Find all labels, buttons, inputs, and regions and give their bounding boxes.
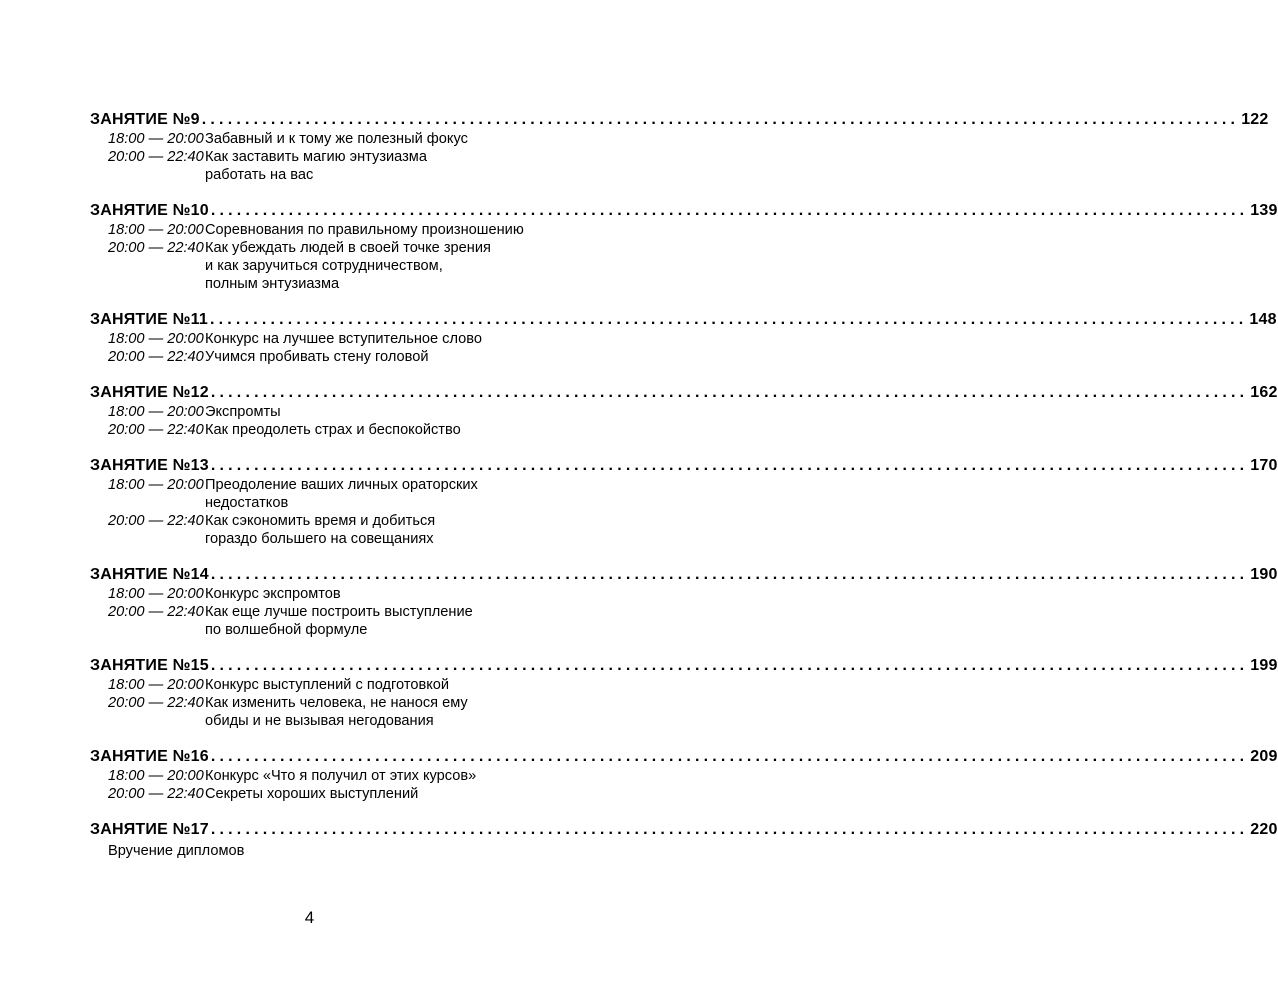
entry-time: 18:00 — 20:00: [108, 404, 204, 420]
toc-heading[interactable]: [90, 110, 1269, 130]
section-page-number: 190: [1250, 566, 1278, 583]
toc-heading[interactable]: [90, 310, 1277, 330]
toc-section: [90, 656, 1278, 730]
section-page-number: 139: [1250, 202, 1278, 219]
schedule-entry: [108, 694, 548, 730]
entry-line: гораздо большего на совещаниях: [205, 531, 434, 547]
entry-line: Учимся пробивать стену головой: [205, 349, 429, 365]
schedule-entry: [108, 148, 548, 184]
toc-heading[interactable]: [90, 383, 1278, 403]
dot-leader: ........................................................................................................................: [210, 657, 1249, 674]
entry-text: [205, 585, 548, 603]
schedule-entry: [108, 421, 548, 439]
section-page-number: 220: [1250, 821, 1278, 838]
dot-leader: ........................................................................................................................: [210, 384, 1249, 401]
section-title: ЗАНЯТИЕ №17: [90, 821, 209, 838]
entry-text: [205, 512, 548, 548]
toc-section: [90, 456, 1278, 548]
entry-text: [205, 421, 548, 439]
section-title: ЗАНЯТИЕ №12: [90, 384, 209, 401]
entry-text: [205, 603, 548, 639]
entry-line: Как убеждать людей в своей точке зрения: [205, 240, 491, 256]
toc-section: [90, 747, 1278, 803]
entry-line: недостатков: [205, 495, 289, 511]
toc-heading[interactable]: [90, 201, 1278, 221]
entry-line: Как сэкономить время и добиться: [205, 513, 436, 529]
section-title: ЗАНЯТИЕ №13: [90, 457, 209, 474]
entry-text: [205, 676, 548, 694]
toc-heading[interactable]: [90, 565, 1278, 585]
entry-line: Секреты хороших выступлений: [205, 786, 419, 802]
entry-time: 20:00 — 22:40: [108, 149, 204, 165]
entry-time: 20:00 — 22:40: [108, 786, 204, 802]
toc-section: [90, 110, 1269, 184]
entry-time: 20:00 — 22:40: [108, 422, 204, 438]
entry-time: 18:00 — 20:00: [108, 586, 204, 602]
entry-line: работать на вас: [205, 167, 314, 183]
toc-section: [90, 201, 1278, 293]
schedule-entry: [108, 512, 548, 548]
section-title: ЗАНЯТИЕ №16: [90, 748, 209, 765]
entry-line: Преодоление ваших личных ораторских: [205, 477, 478, 493]
toc-heading[interactable]: [90, 656, 1278, 676]
entry-text: [205, 130, 548, 148]
entry-line: Экспромты: [205, 404, 281, 420]
entry-text: [205, 694, 548, 730]
toc-heading[interactable]: [90, 820, 1278, 840]
dot-leader: ........................................................................................................................: [210, 821, 1249, 838]
page-number: 4: [304, 908, 315, 927]
schedule-entry: [108, 603, 548, 639]
dot-leader: ........................................................................................................................: [210, 748, 1249, 765]
entry-text: [205, 403, 548, 421]
entry-time: 18:00 — 20:00: [108, 477, 204, 493]
section-title: ЗАНЯТИЕ №10: [90, 202, 209, 219]
section-title: ЗАНЯТИЕ №11: [90, 311, 208, 328]
section-page-number: 209: [1250, 748, 1278, 765]
entry-time: 18:00 — 20:00: [108, 222, 204, 238]
section-title: ЗАНЯТИЕ №14: [90, 566, 209, 583]
entry-time: 18:00 — 20:00: [108, 331, 204, 347]
dot-leader: ........................................................................................................................: [210, 457, 1249, 474]
toc-section: [90, 820, 1278, 860]
entry-time: 18:00 — 20:00: [108, 768, 204, 784]
entry-line: Конкурс «Что я получил от этих курсов»: [205, 768, 477, 784]
entry-line: Соревнования по правильному произношению: [205, 222, 524, 238]
section-page-number: 199: [1250, 657, 1278, 674]
entry-line: Как изменить человека, не нанося ему: [205, 695, 468, 711]
schedule-entry: [108, 767, 548, 785]
entry-line: Как заставить магию энтузиазма: [205, 149, 427, 165]
dot-leader: ........................................................................................................................: [210, 566, 1249, 583]
table-of-contents: [90, 110, 1278, 877]
entry-line: Конкурс на лучшее вступительное слово: [205, 331, 482, 347]
schedule-entry: [108, 476, 548, 512]
schedule-entry: [108, 676, 548, 694]
schedule-entry: [108, 239, 548, 293]
section-page-number: 148: [1249, 311, 1277, 328]
entry-line: Конкурс выступлений с подготовкой: [205, 677, 450, 693]
entry-time: 20:00 — 22:40: [108, 240, 204, 256]
section-page-number: 162: [1250, 384, 1278, 401]
entry-time: 20:00 — 22:40: [108, 349, 204, 365]
entry-text: Вручение дипломов: [108, 843, 245, 859]
entry-line: Забавный и к тому же полезный фокус: [205, 131, 468, 147]
toc-section: [90, 565, 1278, 639]
entry-time: 20:00 — 22:40: [108, 695, 204, 711]
schedule-entry: [108, 221, 548, 239]
schedule-entry: [108, 130, 548, 148]
section-page-number: 170: [1250, 457, 1278, 474]
schedule-entry: [108, 330, 548, 348]
entry-text: [205, 348, 548, 366]
entry-time: 18:00 — 20:00: [108, 677, 204, 693]
entry-text: [205, 330, 548, 348]
schedule-entry: [108, 585, 548, 603]
toc-section: [90, 310, 1277, 366]
dot-leader: ........................................................................................................................: [210, 202, 1249, 219]
entry-line: Как еще лучше построить выступление: [205, 604, 473, 620]
toc-heading[interactable]: [90, 456, 1278, 476]
entry-line: Конкурс экспромтов: [205, 586, 341, 602]
section-title: ЗАНЯТИЕ №9: [90, 111, 200, 128]
schedule-entry: [108, 785, 548, 803]
entry-time: 20:00 — 22:40: [108, 604, 204, 620]
entry-line: Как преодолеть страх и беспокойство: [205, 422, 461, 438]
entry-text: [205, 767, 548, 785]
entry-text: [205, 785, 548, 803]
dot-leader: ........................................................................................................................: [201, 111, 1240, 128]
schedule-entry: [108, 403, 548, 421]
entry-text: [205, 221, 548, 239]
entry-line: полным энтузиазма: [205, 276, 340, 292]
dot-leader: ........................................................................................................................: [209, 311, 1248, 328]
entry-text: [205, 148, 548, 184]
entry-text: [205, 476, 548, 512]
section-page-number: 122: [1241, 111, 1269, 128]
toc-section: [90, 383, 1278, 439]
entry-time: 20:00 — 22:40: [108, 513, 204, 529]
entry-line: обиды и не вызывая негодования: [205, 713, 434, 729]
entry-text: [205, 239, 548, 293]
toc-heading[interactable]: [90, 747, 1278, 767]
entry-line: по волшебной формуле: [205, 622, 368, 638]
section-title: ЗАНЯТИЕ №15: [90, 657, 209, 674]
schedule-entry: [108, 348, 548, 366]
entry-time: 18:00 — 20:00: [108, 131, 204, 147]
entry-line: и как заручиться сотрудничеством,: [205, 258, 443, 274]
